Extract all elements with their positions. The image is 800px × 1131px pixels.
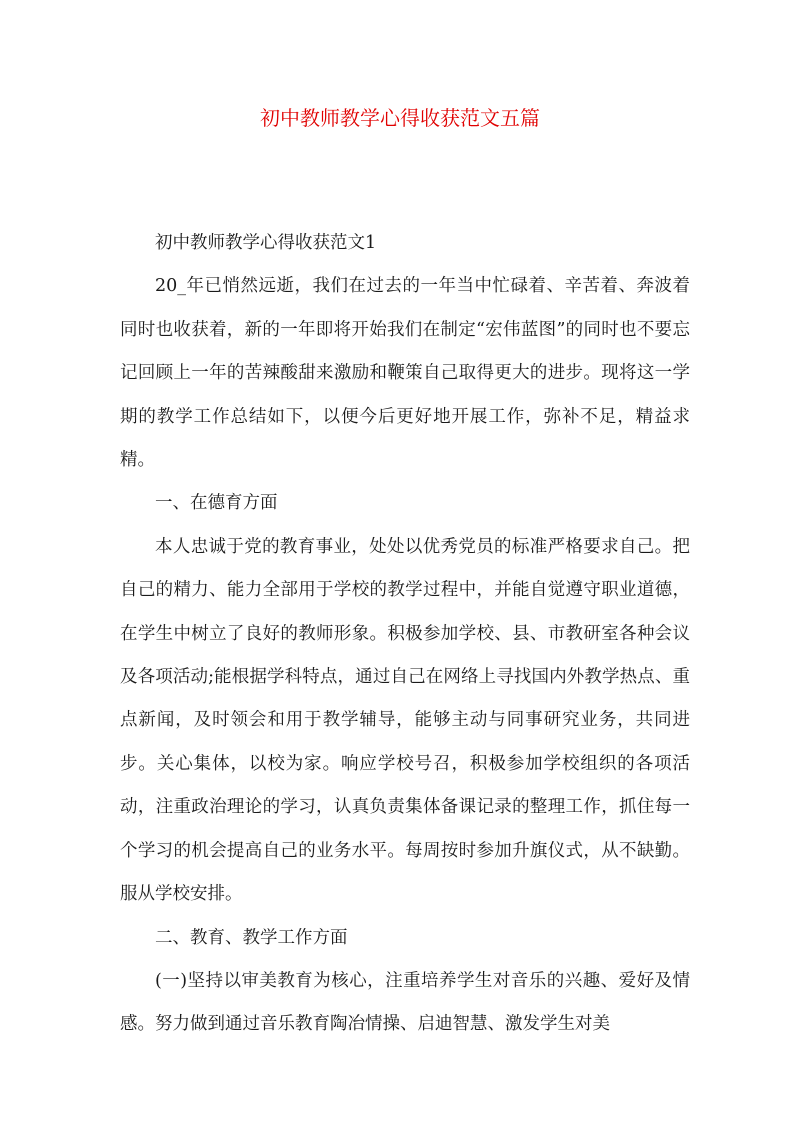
section-heading: 二、教育、教学工作方面 xyxy=(155,927,348,948)
section-heading: 一、在德育方面 xyxy=(155,493,278,514)
document-body xyxy=(120,222,690,1047)
body-paragraph: (一)坚持以审美教育为核心，注重培养学生对音乐的兴趣、爱好及情感。努力做到通过音乐教育陶冶情操、启迪智慧、激发学生对美 xyxy=(120,970,690,1035)
body-paragraph: 本人忠诚于党的教育事业，处处以优秀党员的标准严格要求自己。把自己的精力、能力全部用于学校的教学过程中，并能自觉遵守职业道德，在学生中树立了良好的教师形象。积极参加学校、县、市教研室各种会议及各项活动;能根据学科特点，通过自己在网络上寻找国内外教学热点、重点新闻，及时领会和用于教学辅导，能够主动与同事研究业务，共同进步。关心集体，以校为家。响应学校号召，积极参加学校组织的各项活动，注重政治理论的学习，认真负责集体备课记录的整理工作，抓住每一个学习的机会提高自己的业务水平。每周按时参加升旗仪式，从不缺勤。服从学校安排。 xyxy=(120,536,690,905)
body-paragraph: 20_年已悄然远逝，我们在过去的一年当中忙碌着、辛苦着、奔波着同时也收获着，新的一年即将开始我们在制定“宏伟蓝图”的同时也不要忘记回顾上一年的苦辣酸甜来激励和鞭策自己取得更大的进步。现将这一学期的教学工作总结如下，以便今后更好地开展工作，弥补不足，精益求精。 xyxy=(120,276,690,471)
section-heading: 初中教师教学心得收获范文1 xyxy=(155,233,377,253)
document-title: 初中教师教学心得收获范文五篇 xyxy=(260,106,540,130)
